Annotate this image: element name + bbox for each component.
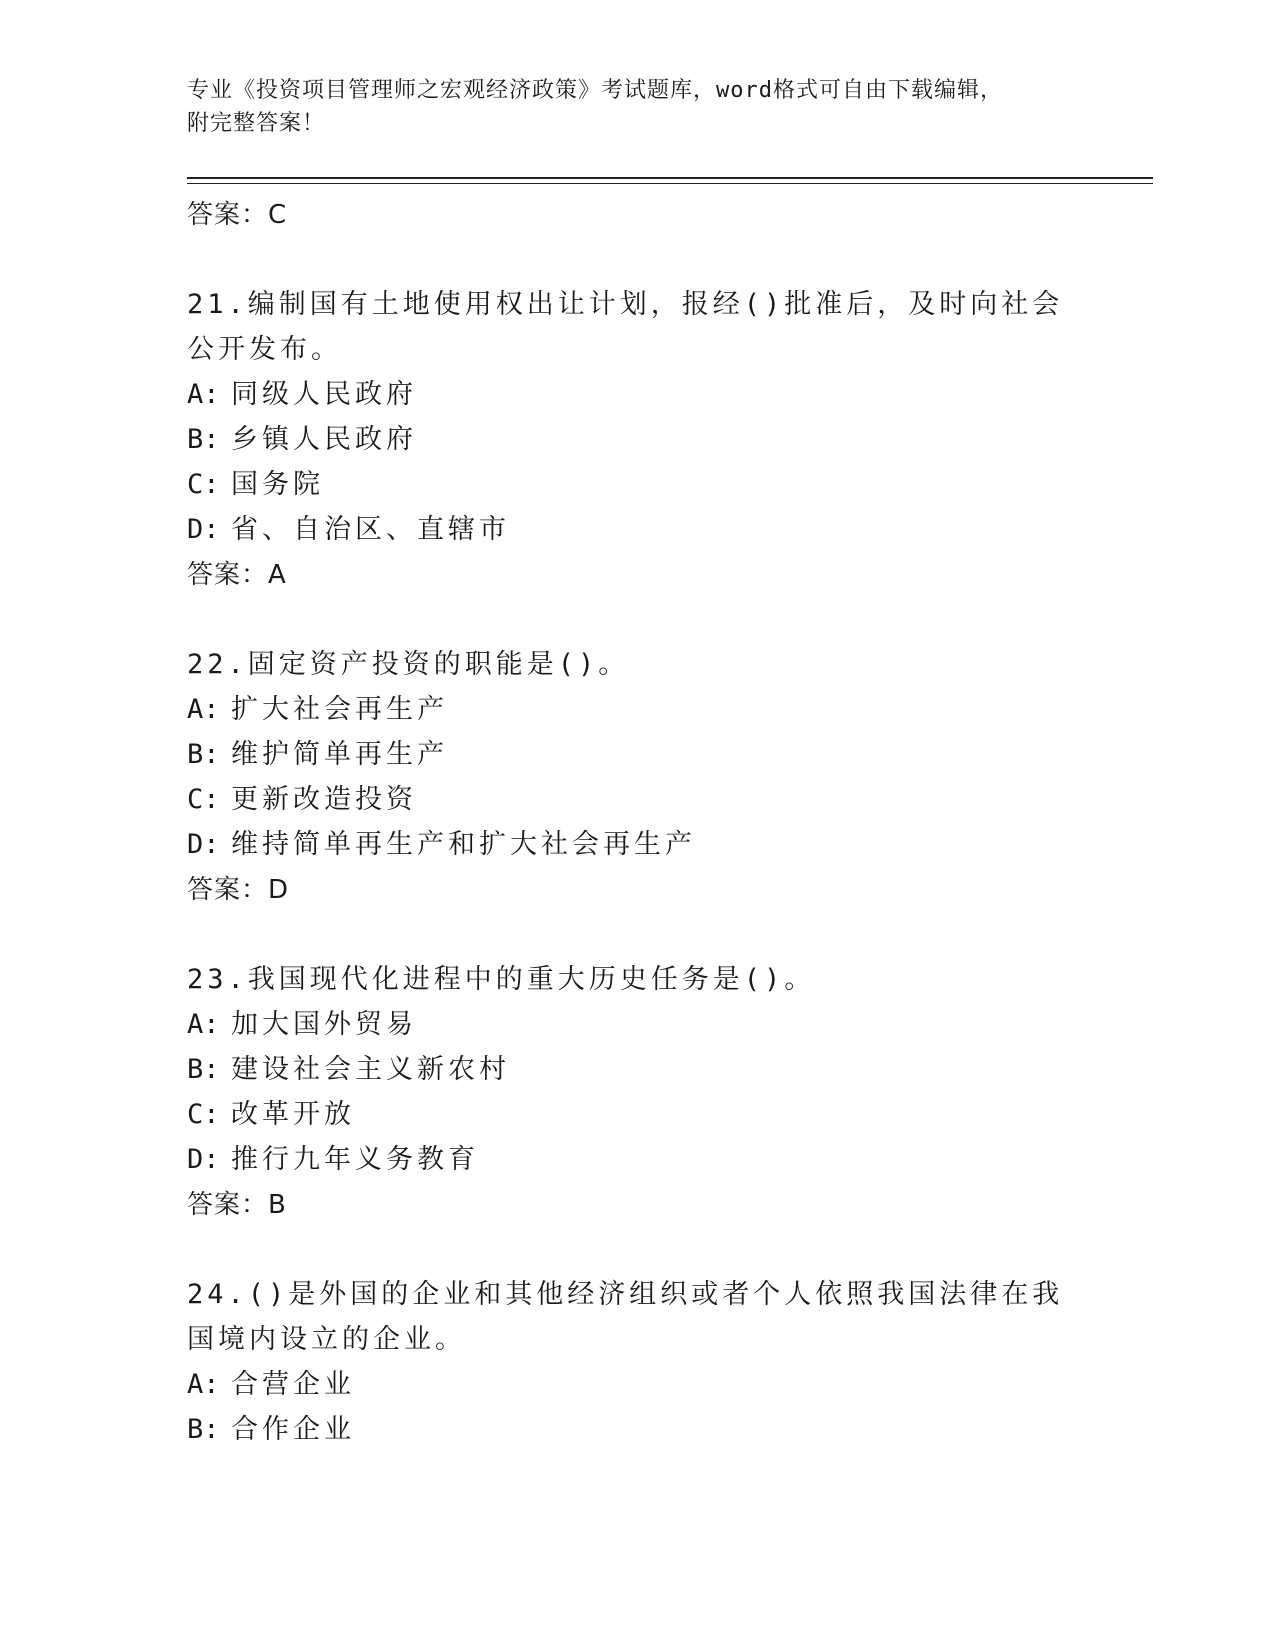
option-label: B: <box>187 1054 220 1085</box>
option-label: A: <box>187 379 220 410</box>
option-a <box>187 372 1087 417</box>
option-text: 更新改造投资 <box>231 784 417 815</box>
question-list <box>187 192 1087 1452</box>
option-label: A: <box>187 1369 220 1400</box>
option-label: B: <box>187 424 220 455</box>
option-a <box>187 687 1087 732</box>
option-label: D: <box>187 1144 220 1175</box>
previous-question-answer: 答案：C <box>187 200 288 230</box>
header-line-1: 专业《投资项目管理师之宏观经济政策》考试题库，word格式可自由下载编辑， <box>187 78 1003 103</box>
header-divider-thin <box>187 183 1153 184</box>
option-c <box>187 777 1087 822</box>
question-stem: 23.我国现代化进程中的重大历史任务是()。 <box>187 964 816 995</box>
option-label: B: <box>187 1414 220 1445</box>
question-23 <box>187 957 1087 1228</box>
option-b <box>187 732 1087 777</box>
question-stem: 22.固定资产投资的职能是()。 <box>187 649 630 680</box>
option-label: B: <box>187 739 220 770</box>
option-b <box>187 1047 1087 1092</box>
option-label: C: <box>187 1099 220 1130</box>
option-text: 扩大社会再生产 <box>231 694 448 725</box>
option-label: A: <box>187 694 220 725</box>
option-d <box>187 1137 1087 1182</box>
question-22 <box>187 642 1087 913</box>
question-stem: 24.()是外国的企业和其他经济组织或者个人依照我国法律在我国境内设立的企业。 <box>187 1279 1064 1355</box>
option-label: D: <box>187 829 220 860</box>
option-a <box>187 1362 1087 1407</box>
question-answer: 答案：B <box>187 1190 287 1220</box>
question-answer: 答案：A <box>187 560 287 590</box>
option-text: 维持简单再生产和扩大社会再生产 <box>231 829 696 860</box>
option-text: 加大国外贸易 <box>231 1009 417 1040</box>
option-d <box>187 822 1087 867</box>
document-header <box>187 74 1087 140</box>
option-label: C: <box>187 784 220 815</box>
option-text: 改革开放 <box>231 1099 355 1130</box>
question-stem: 21.编制国有土地使用权出让计划，报经()批准后，及时向社会公开发布。 <box>187 289 1064 365</box>
option-b <box>187 1407 1087 1452</box>
option-text: 合营企业 <box>231 1369 355 1400</box>
option-text: 省、自治区、直辖市 <box>231 514 510 545</box>
option-text: 合作企业 <box>231 1414 355 1445</box>
question-24 <box>187 1272 1087 1452</box>
option-label: A: <box>187 1009 220 1040</box>
option-label: C: <box>187 469 220 500</box>
option-text: 同级人民政府 <box>231 379 417 410</box>
option-c <box>187 1092 1087 1137</box>
option-a <box>187 1002 1087 1047</box>
option-text: 推行九年义务教育 <box>231 1144 479 1175</box>
option-text: 国务院 <box>231 469 324 500</box>
question-answer: 答案：D <box>187 875 290 905</box>
header-line-2: 附完整答案！ <box>187 111 326 136</box>
option-text: 维护简单再生产 <box>231 739 448 770</box>
option-b <box>187 417 1087 462</box>
header-divider-thick <box>187 177 1153 179</box>
option-text: 建设社会主义新农村 <box>231 1054 510 1085</box>
option-d <box>187 507 1087 552</box>
option-text: 乡镇人民政府 <box>231 424 417 455</box>
question-21 <box>187 282 1087 598</box>
option-label: D: <box>187 514 220 545</box>
option-c <box>187 462 1087 507</box>
